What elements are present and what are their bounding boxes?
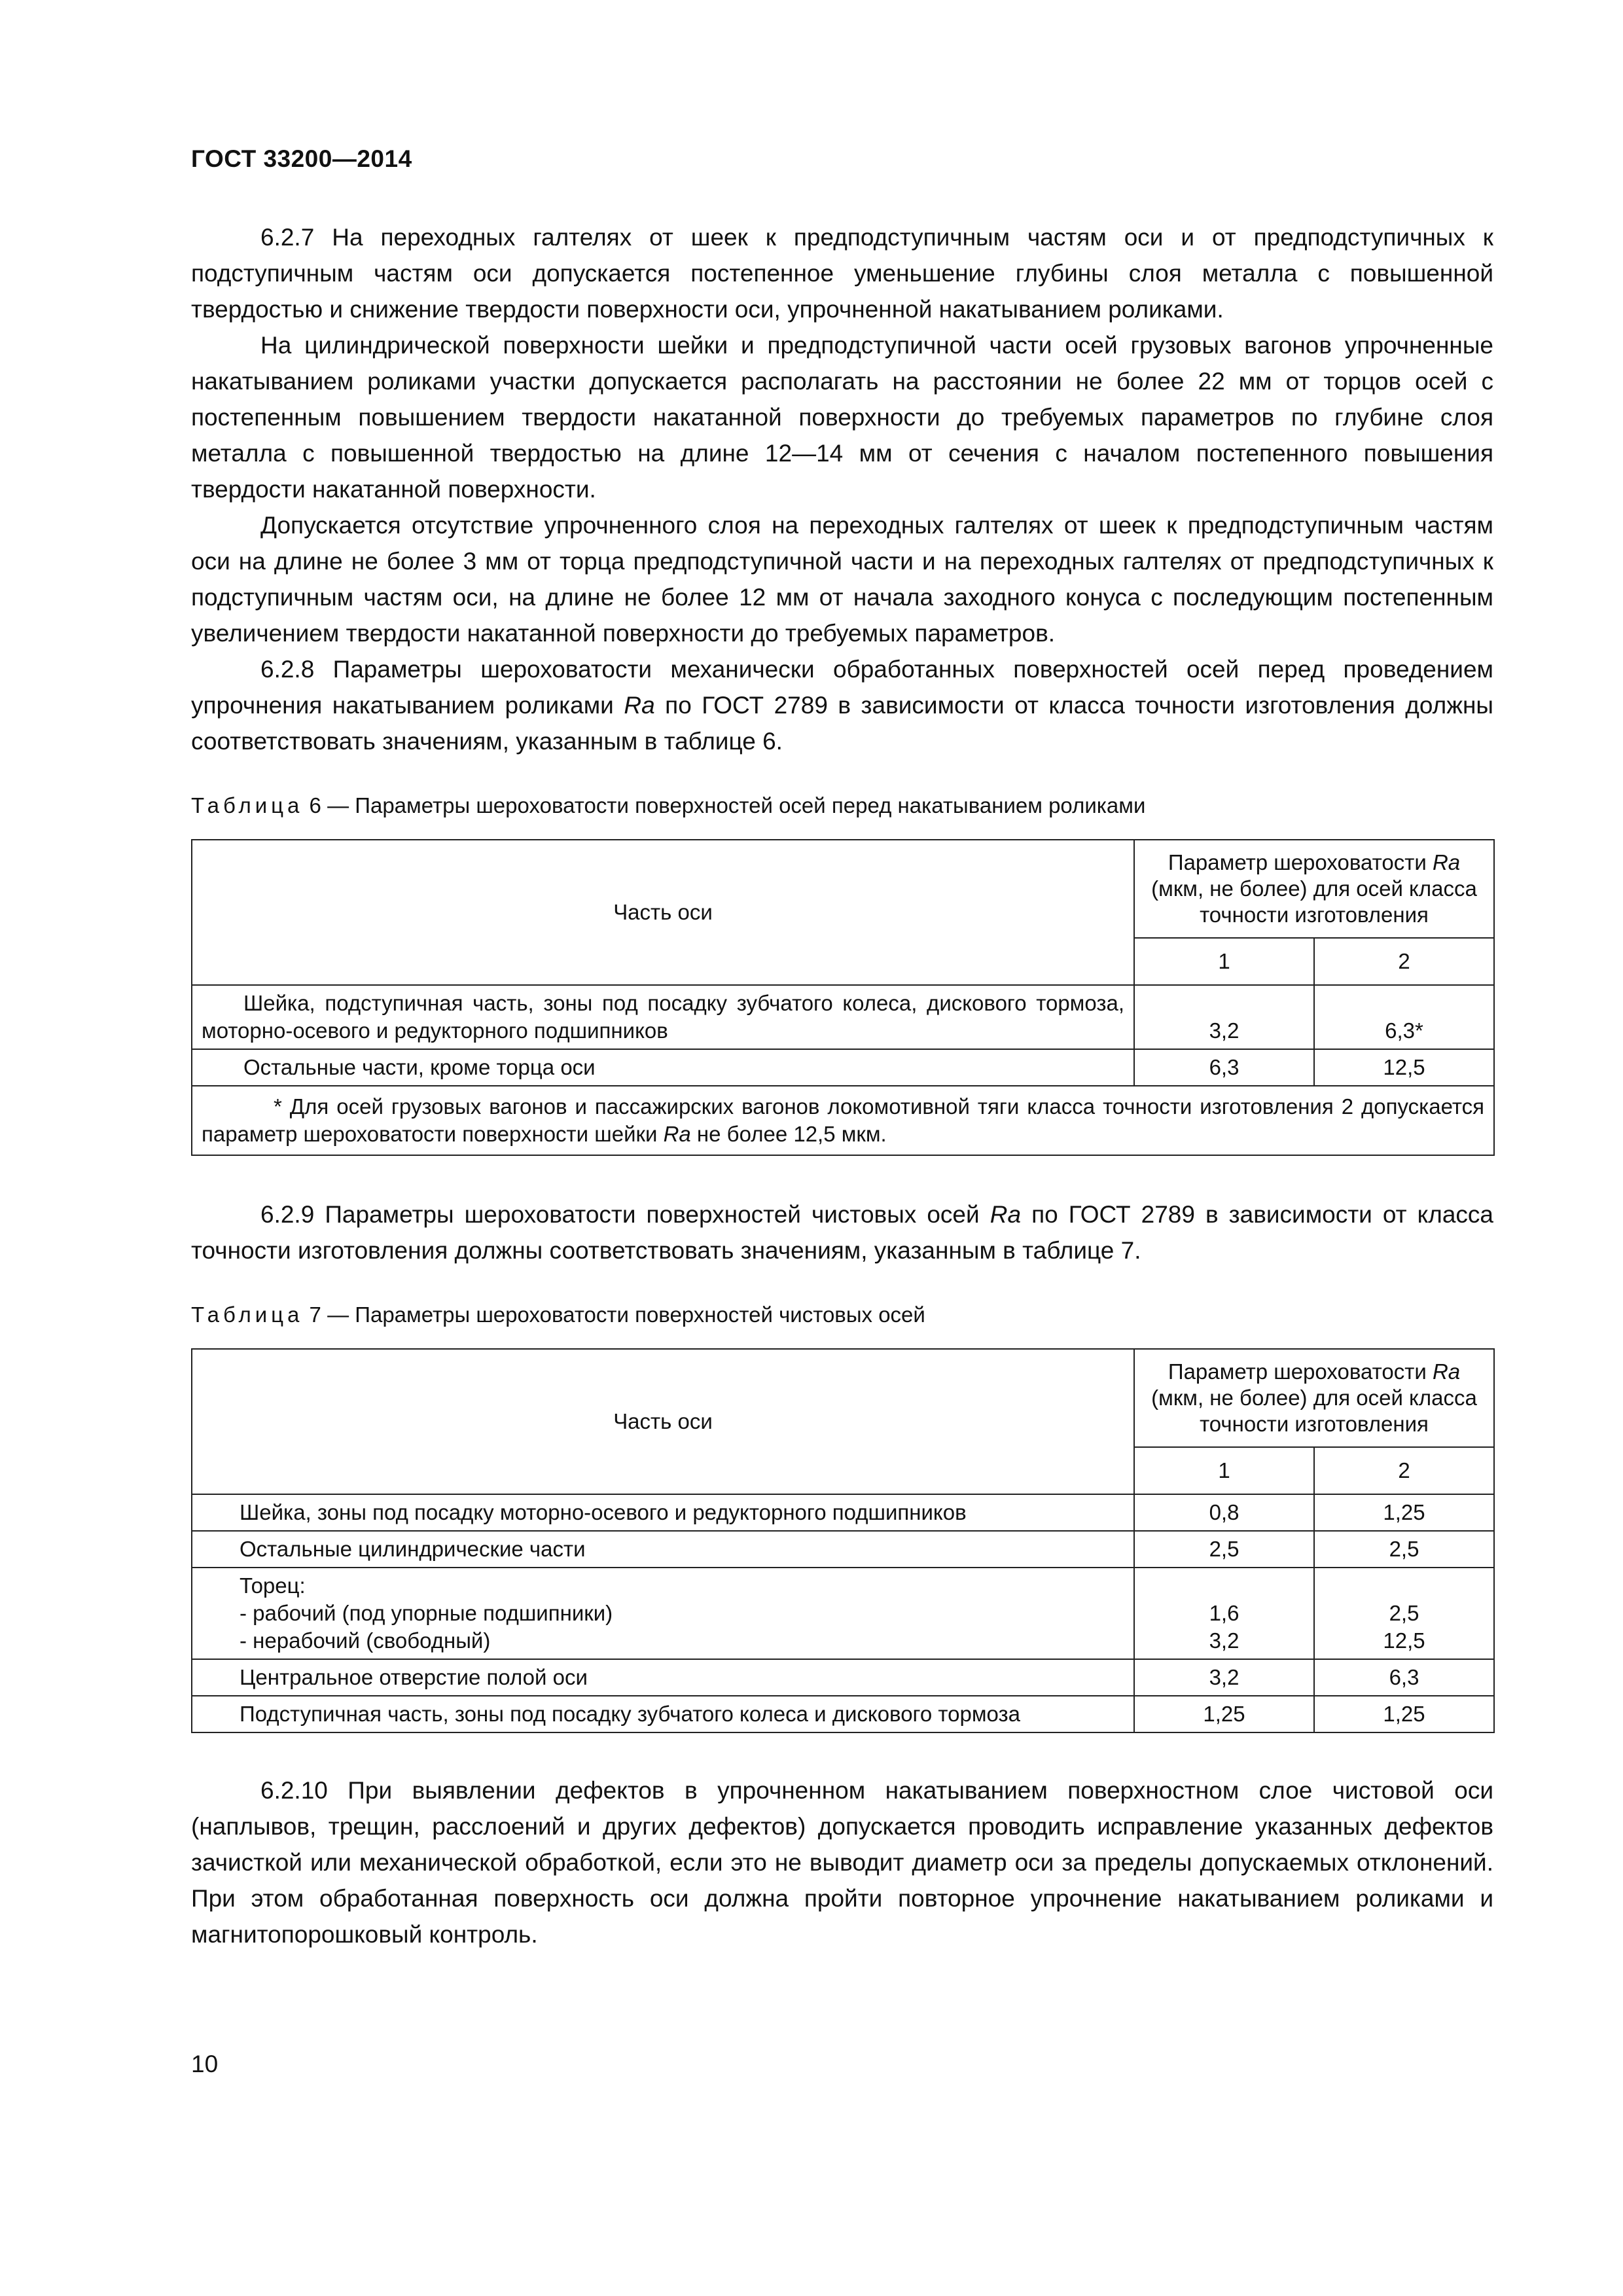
table-row (192, 1696, 1494, 1732)
paragraph-6-2-7: 6.2.7 На переходных галтелях от шеек к предподступичным частям оси и от предподступичных к подступичным частям оси допускается постепенное уменьшение глубины слоя металла с повышенной твердостью и снижение твердости поверхности оси, упрочненной накатыванием роликами. (191, 224, 1493, 323)
table-6-header-class-1: 1 (1134, 938, 1314, 985)
table-7-row-torec-class-2: 2,5 12,5 (1314, 1568, 1494, 1659)
table-7-row-2-name: Остальные цилиндрические части (192, 1531, 1134, 1568)
table-row (192, 1531, 1494, 1568)
table-7-torec-title: Торец: (240, 1573, 306, 1598)
table-6-row-1-class-1: 3,2 (1134, 985, 1314, 1049)
document-body (191, 219, 1493, 1952)
table-7-row-2-class-2: 2,5 (1314, 1531, 1494, 1568)
table-7-row-1-class-2: 1,25 (1314, 1494, 1494, 1531)
paragraph-6-2-7-c: Допускается отсутствие упрочненного слоя на переходных галтелях от шеек к предподступичным частям оси на длине не более 3 мм от торца предподступичной части и на переходных галтелях от предподступичных к подступичным частям оси, на длине не более 12 мм от начала заходного конуса с последующим постепенным увеличением твердости накатанной поверхности до требуемых параметров. (191, 512, 1493, 647)
paragraph-6-2-9: 6.2.9 Параметры шероховатости поверхностей чистовых осей Ra по ГОСТ 2789 в зависимости от класса точности изготовления должны соответствовать значениям, указанным в таблице 7. (191, 1201, 1493, 1264)
paragraph-6-2-7-b: На цилиндрической поверхности шейки и предподступичной части осей грузовых вагонов упрочненные накатыванием роликами участки допускается располагать на расстоянии не более 22 мм от торцов осей с постепенным повышением твердости накатанной поверхности до требуемых параметров по глубине слоя металла с повышенной твердостью на длине 12—14 мм от сечения с началом постепенного повышения твердости накатанной поверхности. (191, 332, 1493, 503)
table-7-row-5-class-2: 1,25 (1314, 1696, 1494, 1732)
table-7-row-torec-name (192, 1568, 1134, 1659)
table-7-header-class-2: 2 (1314, 1447, 1494, 1494)
paragraph-6-2-8: 6.2.8 Параметры шероховатости механически обработанных поверхностей осей перед проведением упрочнения накатыванием роликами Ra по ГОСТ 2789 в зависимости от класса точности изготовления должны соответствовать значениям, указанным в таблице 6. (191, 656, 1493, 755)
table-7-row-5-name: Подступичная часть, зоны под посадку зубчатого колеса и дискового тормоза (192, 1696, 1134, 1732)
table-6-header-part: Часть оси (192, 840, 1134, 985)
table-row (192, 1049, 1494, 1086)
table-6-row-2-class-1: 6,3 (1134, 1049, 1314, 1086)
table-row (192, 1568, 1494, 1659)
table-7-header-param: Параметр шероховатости Ra (мкм, не более) для осей класса точности изготовления (1134, 1349, 1494, 1447)
table-6 (191, 839, 1495, 1156)
paragraph-6-2-10: 6.2.10 При выявлении дефектов в упрочненном накатыванием поверхностном слое чистовой оси (наплывов, трещин, расслоений и других дефектов) допускается проводить исправление указанных дефектов зачисткой или механической обработкой, если это не выводит диаметр оси за пределы допускаемых отклонений. При этом обработанная поверхность оси должна пройти повторное упрочнение накатыванием роликами и магнитопорошковый контроль. (191, 1777, 1493, 1948)
table-6-header-param: Параметр шероховатости Ra (мкм, не более) для осей класса точности изготовления (1134, 840, 1494, 938)
table-6-header-class-2: 2 (1314, 938, 1494, 985)
table-7-caption: Таблица 7 — Параметры шероховатости поверхностей чистовых осей (191, 1302, 925, 1327)
table-6-row-1-class-2: 6,3* (1314, 985, 1494, 1049)
table-7-row-1-class-1: 0,8 (1134, 1494, 1314, 1531)
table-6-row-1-name: Шейка, подступичная часть, зоны под посадку зубчатого колеса, дискового тормоза, моторно-осевого и редукторного подшипников (192, 985, 1134, 1049)
table-6-footnote: * Для осей грузовых вагонов и пассажирских вагонов локомотивной тяги класса точности изготовления 2 допускается параметр шероховатости поверхности шейки Ra не более 12,5 мкм. (192, 1086, 1494, 1155)
table-7-row-2-class-1: 2,5 (1134, 1531, 1314, 1568)
table-7-torec-nonworking: - нерабочий (свободный) (240, 1628, 491, 1653)
table-6-row-2-class-2: 12,5 (1314, 1049, 1494, 1086)
table-7-header-class-1: 1 (1134, 1447, 1314, 1494)
table-6-row-2-name: Остальные части, кроме торца оси (192, 1049, 1134, 1086)
table-6-caption: Таблица 6 — Параметры шероховатости поверхностей осей перед накатыванием роликами (191, 793, 1146, 817)
table-7-row-4-class-2: 6,3 (1314, 1659, 1494, 1696)
page-number: 10 (191, 2051, 219, 2077)
table-row (192, 985, 1494, 1049)
table-7-row-4-name: Центральное отверстие полой оси (192, 1659, 1134, 1696)
table-7-row-1-name: Шейка, зоны под посадку моторно-осевого и редукторного подшипников (192, 1494, 1134, 1531)
table-7-row-4-class-1: 3,2 (1134, 1659, 1314, 1696)
table-7 (191, 1348, 1495, 1733)
table-7-row-torec-class-1: 1,6 3,2 (1134, 1568, 1314, 1659)
table-row (192, 1494, 1494, 1531)
table-row (192, 1659, 1494, 1696)
table-7-row-5-class-1: 1,25 (1134, 1696, 1314, 1732)
table-7-header-part: Часть оси (192, 1349, 1134, 1494)
document-header: ГОСТ 33200—2014 (191, 145, 412, 172)
table-7-torec-working: - рабочий (под упорные подшипники) (240, 1601, 613, 1625)
